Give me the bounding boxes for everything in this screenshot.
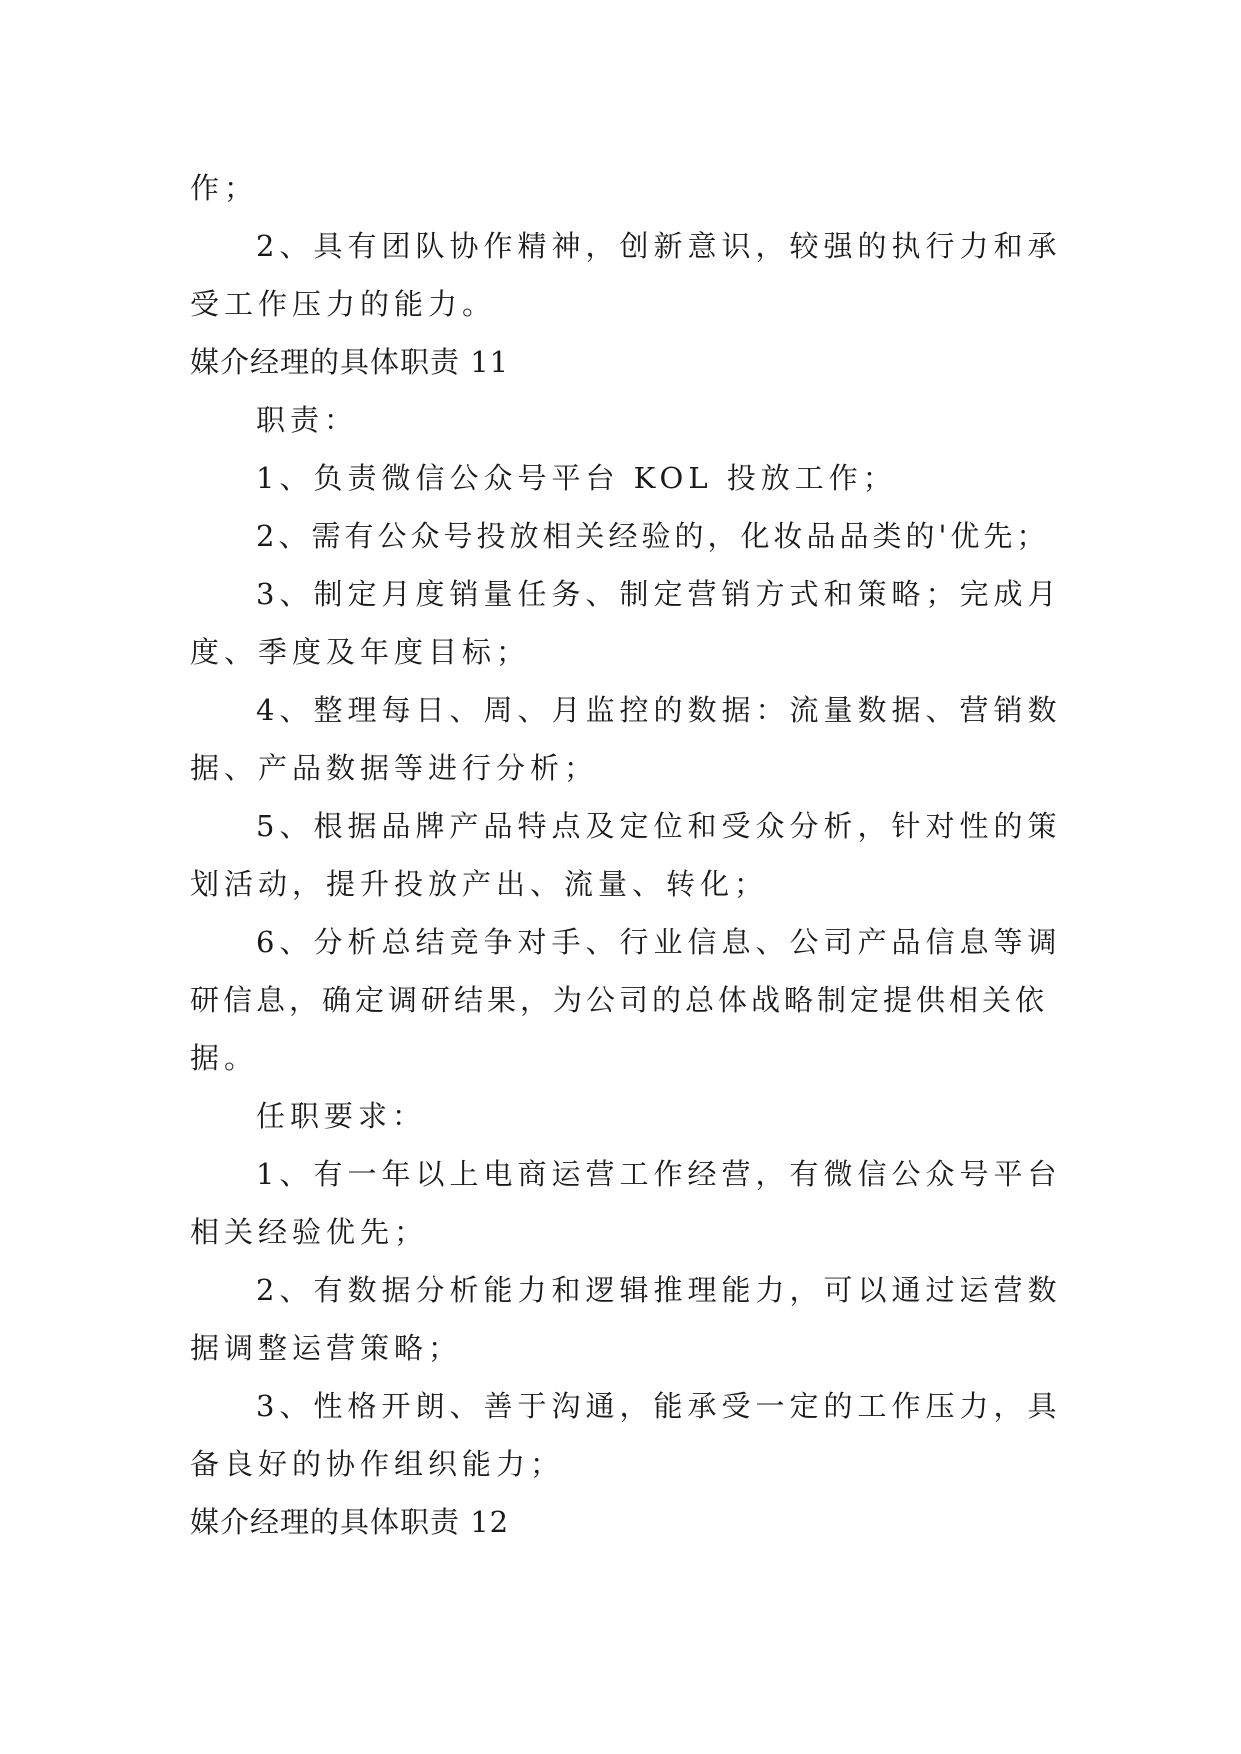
paragraph-line: 2、具有团队协作精神，创新意识，较强的执行力和承: [256, 229, 1062, 263]
paragraph-line: 据、产品数据等进行分析；: [190, 751, 599, 785]
section-heading: 媒介经理的具体职责 12: [190, 1505, 510, 1539]
paragraph-line: 6、分析总结竞争对手、行业信息、公司产品信息等调: [256, 925, 1062, 959]
paragraph-line: 据调整运营策略；: [190, 1331, 463, 1365]
paragraph-line: 职责：: [256, 403, 359, 437]
paragraph-line: 相关经验优先；: [190, 1215, 429, 1249]
paragraph-line: 备良好的协作组织能力；: [190, 1447, 565, 1481]
paragraph-line: 度、季度及年度目标；: [190, 635, 531, 669]
paragraph-line: 受工作压力的能力。: [190, 287, 497, 321]
paragraph-line: 5、根据品牌产品特点及定位和受众分析，针对性的策: [256, 809, 1062, 843]
paragraph-line: 据。: [190, 1041, 259, 1075]
paragraph-line: 2、有数据分析能力和逻辑推理能力，可以通过运营数: [256, 1273, 1062, 1307]
section-heading: 媒介经理的具体职责 11: [190, 345, 510, 379]
paragraph-line: 3、性格开朗、善于沟通，能承受一定的工作压力，具: [256, 1389, 1062, 1423]
paragraph-line: 1、有一年以上电商运营工作经营，有微信公众号平台: [256, 1157, 1062, 1191]
paragraph-line: 任职要求：: [256, 1099, 427, 1133]
paragraph-line: 作；: [190, 171, 259, 205]
paragraph-line: 4、整理每日、周、月监控的数据：流量数据、营销数: [256, 693, 1062, 727]
paragraph-line: 研信息，确定调研结果，为公司的总体战略制定提供相关依: [190, 983, 1049, 1017]
paragraph-line: 1、负责微信公众号平台 KOL 投放工作；: [256, 461, 897, 495]
paragraph-line: 3、制定月度销量任务、制定营销方式和策略；完成月: [256, 577, 1062, 611]
paragraph-line: 划活动，提升投放产出、流量、转化；: [190, 867, 769, 901]
paragraph-line: 2、需有公众号投放相关经验的，化妆品品类的'优先；: [256, 519, 1050, 553]
